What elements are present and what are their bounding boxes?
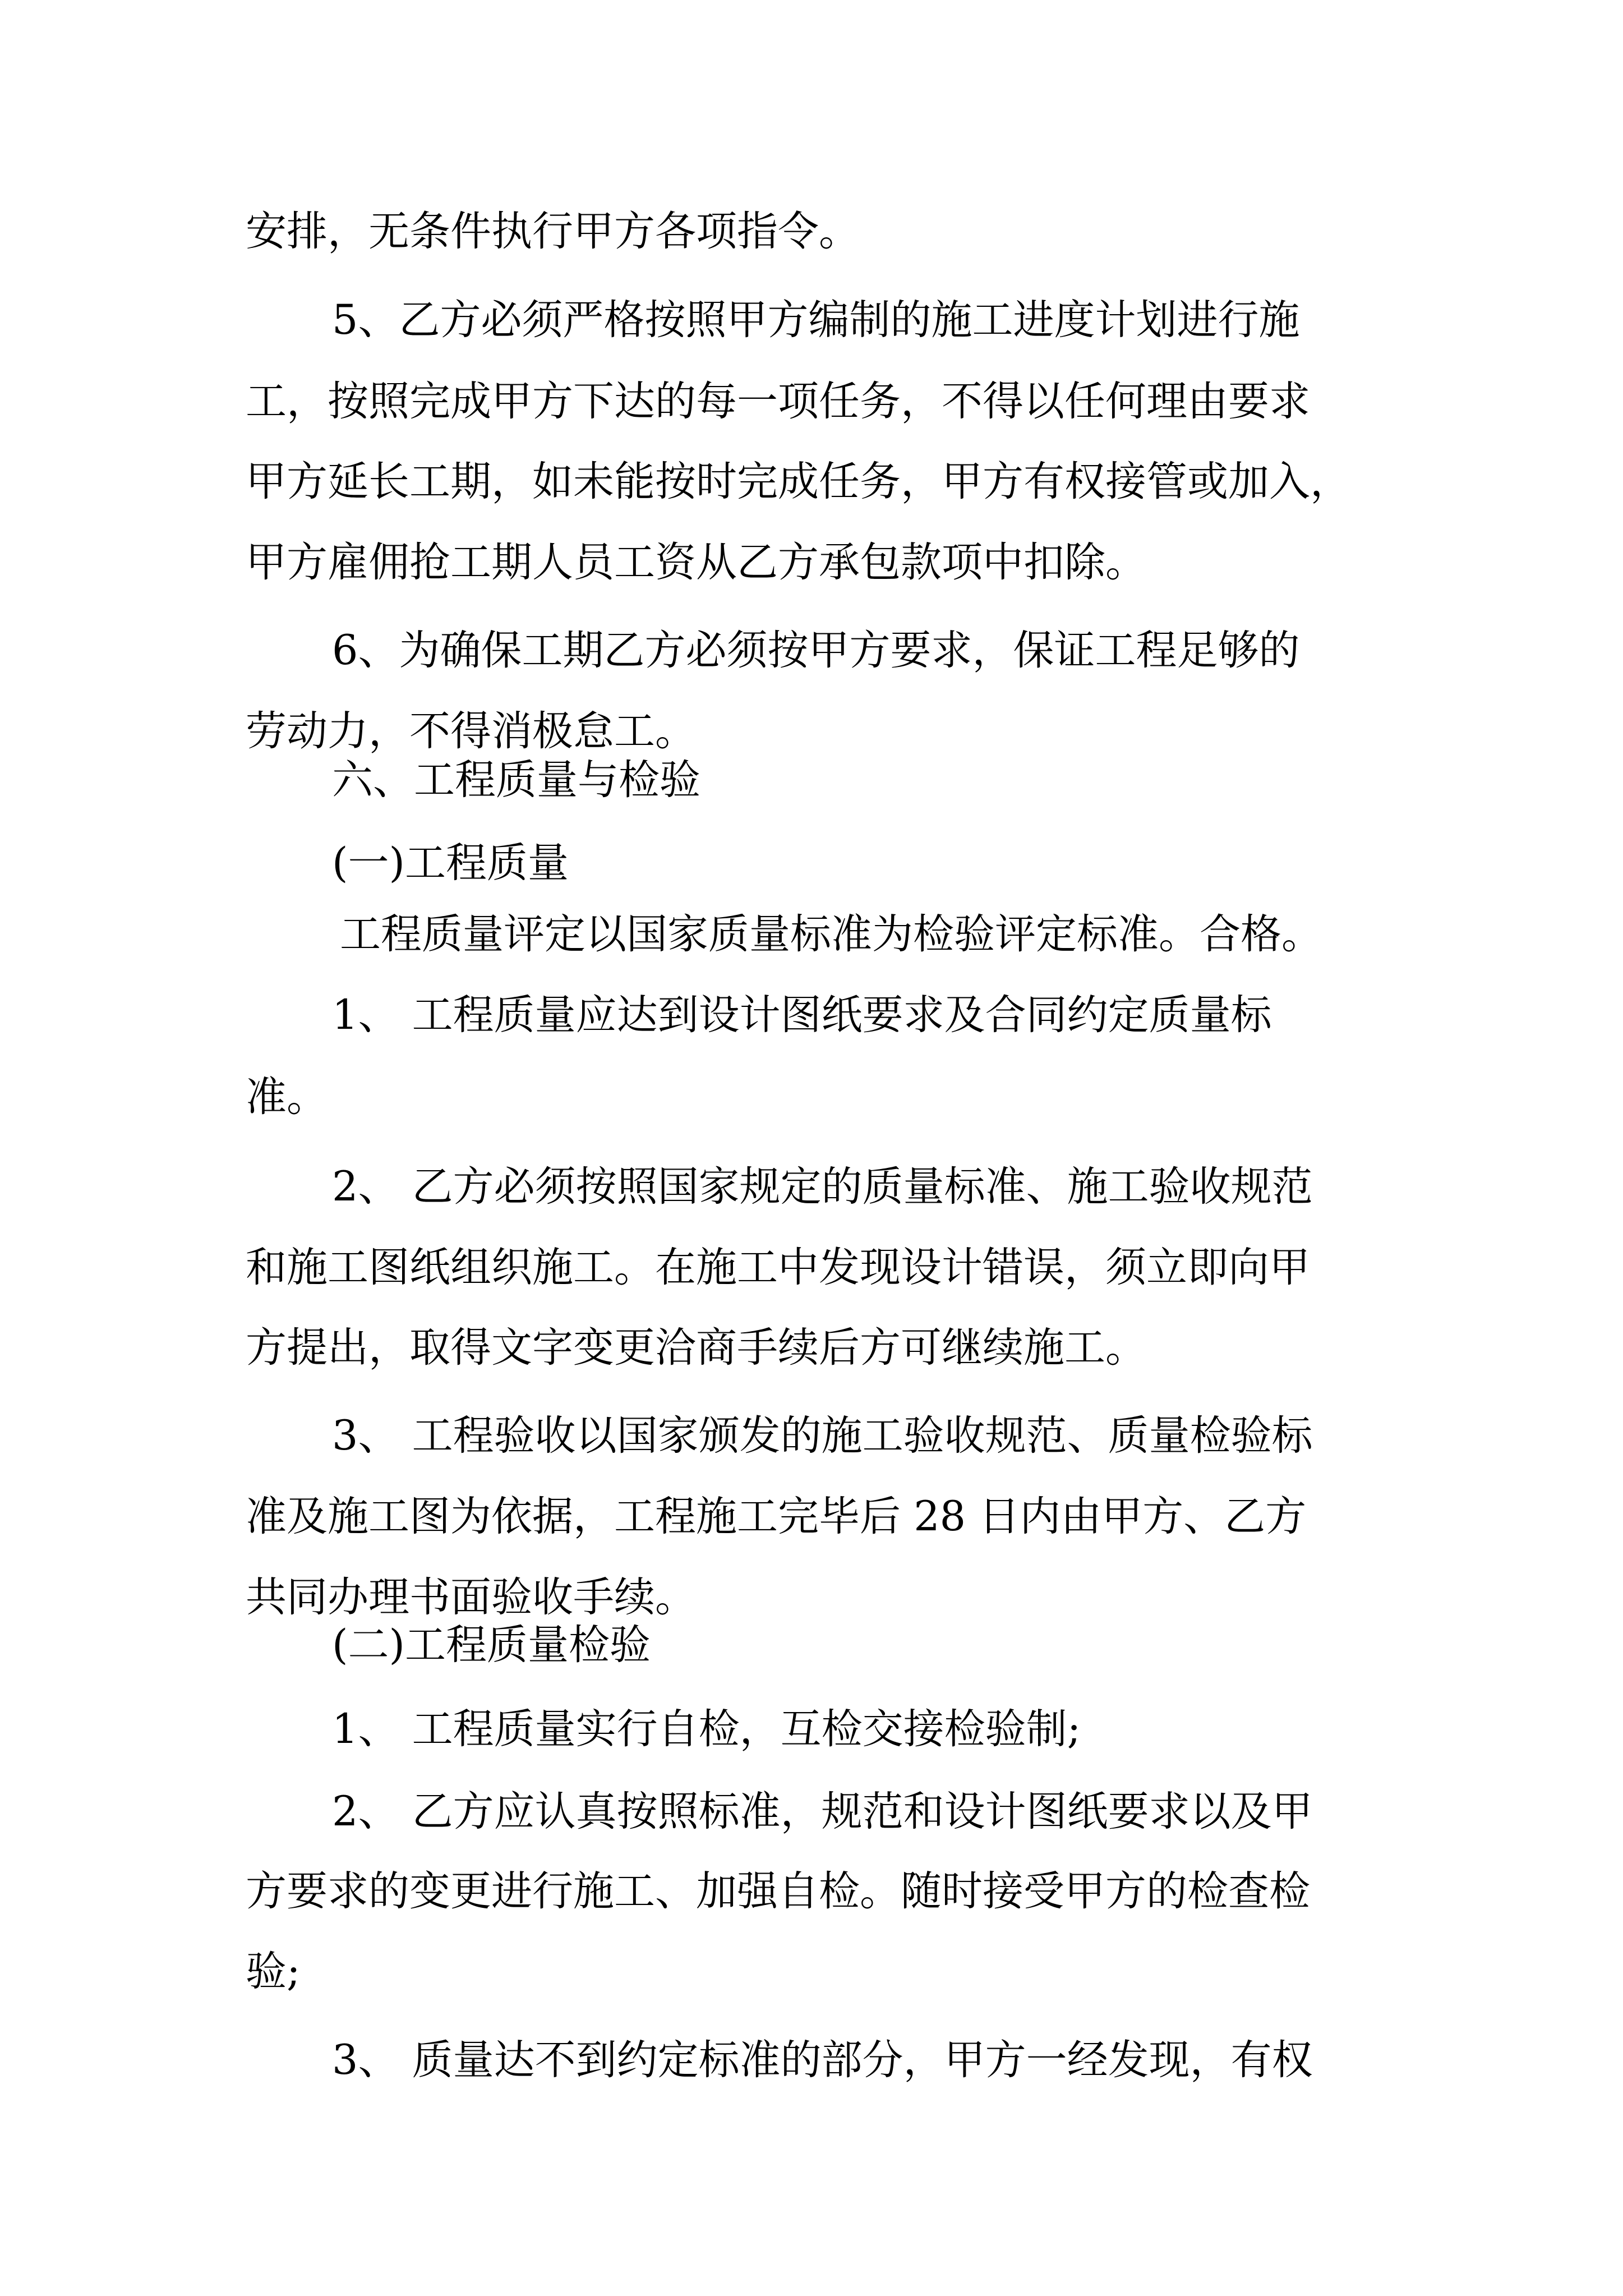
text-line: 和施工图纸组织施工。在施工中发现设计错误，须立即向甲 bbox=[246, 1244, 1310, 1291]
subsection-heading: (一)工程质量 bbox=[332, 839, 569, 887]
text-line: 甲方延长工期，如未能按时完成任务，甲方有权接管或加入， bbox=[246, 458, 1351, 505]
text-line: 1、 工程质量应达到设计图纸要求及合同约定质量标 bbox=[332, 991, 1272, 1039]
text-line: 验; bbox=[246, 1948, 301, 1995]
text-line: 1、 工程质量实行自检，互检交接检验制; bbox=[332, 1705, 1081, 1753]
text-line: 2、 乙方应认真按照标准，规范和设计图纸要求以及甲 bbox=[332, 1788, 1313, 1835]
text-line: 劳动力，不得消极怠工。 bbox=[246, 707, 696, 755]
text-line: 准及施工图为依据，工程施工完毕后 28 日内由甲方、乙方 bbox=[246, 1493, 1307, 1540]
text-line: 方提出，取得文字变更洽商手续后方可继续施工。 bbox=[246, 1324, 1146, 1372]
text-line: 安排，无条件执行甲方各项指令。 bbox=[246, 208, 860, 255]
text-line: 方要求的变更进行施工、加强自检。随时接受甲方的检查检 bbox=[246, 1867, 1310, 1915]
text-line: 甲方雇佣抢工期人员工资从乙方承包款项中扣除。 bbox=[246, 539, 1146, 586]
subsection-heading: (二)工程质量检验 bbox=[332, 1621, 651, 1669]
text-line: 5、乙方必须严格按照甲方编制的施工进度计划进行施 bbox=[332, 296, 1300, 344]
section-heading: 六、工程质量与检验 bbox=[332, 756, 700, 804]
text-line: 3、 质量达不到约定标准的部分，甲方一经发现，有权 bbox=[332, 2036, 1313, 2084]
text-line: 3、 工程验收以国家颁发的施工验收规范、质量检验标 bbox=[332, 1412, 1313, 1460]
text-line: 工程质量评定以国家质量标准为检验评定标准。合格。 bbox=[340, 910, 1322, 958]
text-line: 共同办理书面验收手续。 bbox=[246, 1573, 696, 1621]
text-line: 6、为确保工期乙方必须按甲方要求，保证工程足够的 bbox=[332, 627, 1300, 674]
text-line: 2、 乙方必须按照国家规定的质量标准、施工验收规范 bbox=[332, 1163, 1313, 1211]
text-line: 工，按照完成甲方下达的每一项任务，不得以任何理由要求 bbox=[246, 378, 1310, 425]
text-line: 准。 bbox=[246, 1073, 328, 1121]
